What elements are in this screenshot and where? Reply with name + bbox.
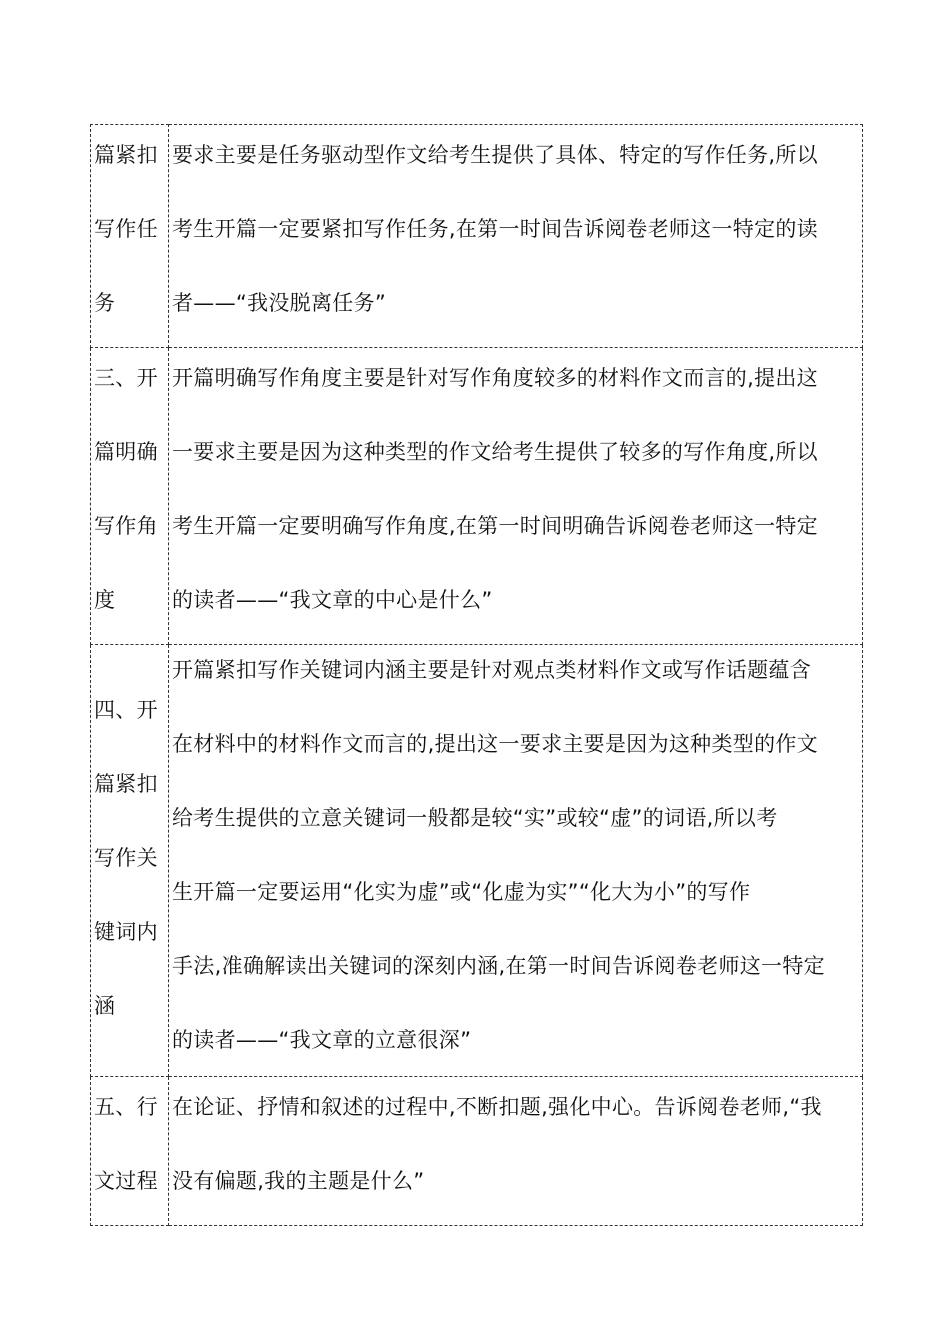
row-label-line: 五、行 [94, 1095, 158, 1119]
row-label-line: 键词内 [94, 920, 158, 944]
row-content-line: 生开篇一定要运用“化实为虚”或“化虚为实”“化大为小”的写作 [172, 880, 751, 904]
row-label-line: 写作任 [94, 217, 158, 241]
row-label-cell [91, 348, 169, 645]
row-content-cell [169, 1077, 863, 1226]
row-content-line: 在论证、抒情和叙述的过程中,不断扣题,强化中心。告诉阅卷老师,“我 [172, 1095, 822, 1119]
row-content-line: 的读者——“我文章的中心是什么” [172, 588, 493, 612]
row-label-line: 三、开 [94, 366, 158, 390]
row-content-line: 考生开篇一定要紧扣写作任务,在第一时间告诉阅卷老师这一特定的读 [172, 217, 818, 241]
row-content-cell [169, 348, 863, 645]
row-label-line: 写作关 [94, 846, 158, 870]
row-content-line: 手法,准确解读出关键词的深刻内涵,在第一时间告诉阅卷老师这一特定 [172, 954, 825, 978]
row-label-cell [91, 1077, 169, 1226]
row-content-line: 在材料中的材料作文而言的,提出这一要求主要是因为这种类型的作文 [172, 732, 818, 756]
row-label-line: 涵 [94, 994, 116, 1018]
row-content-line: 考生开篇一定要明确写作角度,在第一时间明确告诉阅卷老师这一特定 [172, 514, 818, 538]
row-label-line: 写作角 [94, 514, 158, 538]
row-label-line: 篇明确 [94, 440, 158, 464]
row-content-line: 开篇紧扣写作关键词内涵主要是针对观点类材料作文或写作话题蕴含 [172, 658, 811, 682]
table-row [91, 645, 863, 1077]
row-label-cell [91, 125, 169, 348]
row-label-line: 度 [94, 588, 116, 612]
row-content-line: 给考生提供的立意关键词一般都是较“实”或较“虚”的词语,所以考 [172, 806, 778, 830]
table-row [91, 348, 863, 645]
row-content-line: 一要求主要是因为这种类型的作文给考生提供了较多的写作角度,所以 [172, 440, 818, 464]
row-content-line: 开篇明确写作角度主要是针对写作角度较多的材料作文而言的,提出这 [172, 366, 818, 390]
row-content-line: 没有偏题,我的主题是什么” [172, 1169, 425, 1193]
table-row [91, 125, 863, 348]
row-label-line: 篇紧扣 [94, 143, 158, 167]
row-label-line: 篇紧扣 [94, 772, 158, 796]
row-content-cell [169, 125, 863, 348]
row-label-line: 文过程 [94, 1169, 158, 1193]
table-row [91, 1077, 863, 1226]
row-label-cell [91, 645, 169, 1077]
row-content-line: 要求主要是任务驱动型作文给考生提供了具体、特定的写作任务,所以 [172, 143, 818, 167]
row-content-cell [169, 645, 863, 1077]
document-table [90, 124, 863, 1226]
row-label-line: 务 [94, 291, 116, 315]
row-content-line: 者——“我没脱离任务” [172, 291, 387, 315]
row-content-line: 的读者——“我文章的立意很深” [172, 1028, 472, 1052]
row-label-line: 四、开 [94, 698, 158, 722]
